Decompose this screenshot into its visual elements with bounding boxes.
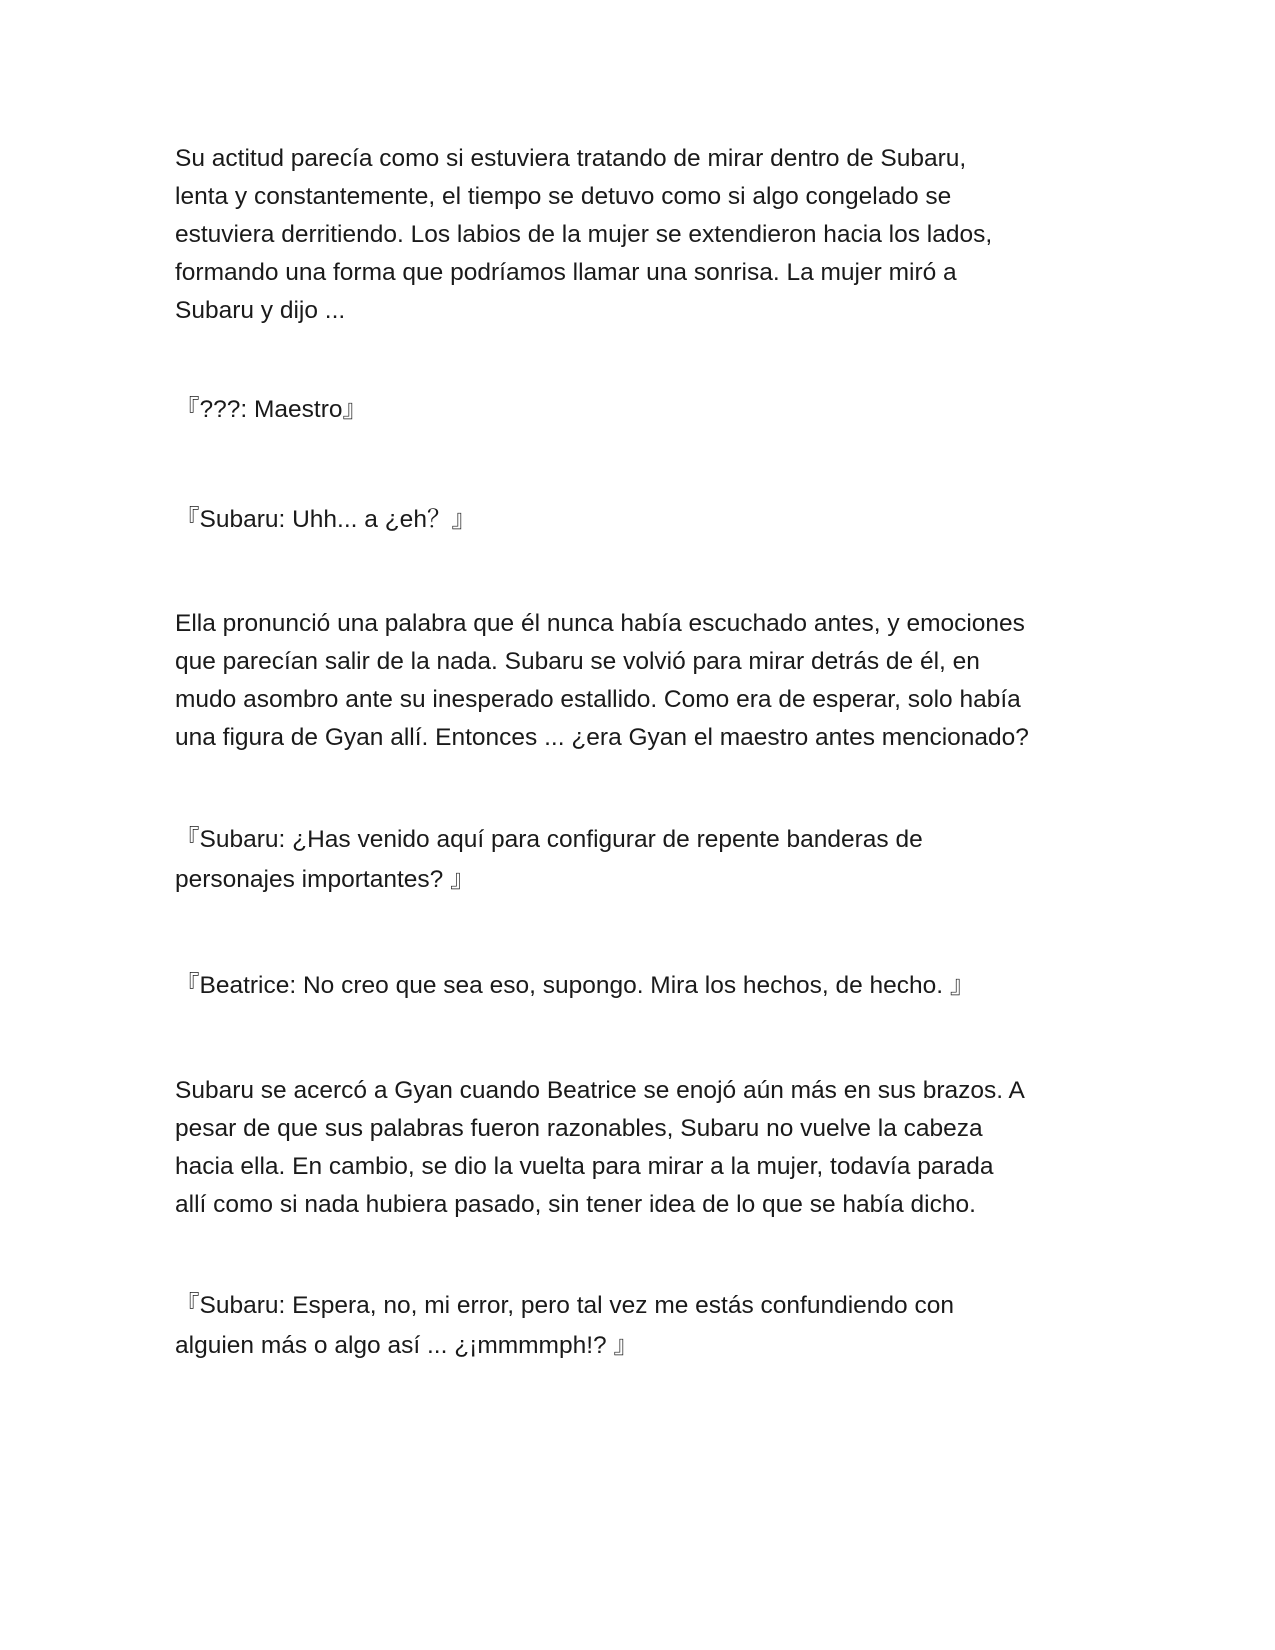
text-line: Subaru y dijo ... [175, 297, 346, 324]
dialogue-line: alguien más o algo así ... ¿¡mmmmph!? 』 [175, 1332, 638, 1359]
dialogue-line: 『Subaru: Uhh... a ¿eh？』 [175, 506, 476, 533]
dialogue-line: 『Subaru: Espera, no, mi error, pero tal vez me estás confundiendo con [175, 1292, 954, 1319]
dialogue-line: 『???: Maestro』 [175, 396, 367, 423]
text-line: Subaru se acercó a Gyan cuando Beatrice se enojó aún más en sus brazos. A [175, 1077, 1025, 1104]
text-line: estuviera derritiendo. Los labios de la mujer se extendieron hacia los lados, [175, 221, 993, 248]
dialogue-line: 『Beatrice: No creo que sea eso, supongo. Mira los hechos, de hecho. 』 [175, 972, 975, 999]
text-line: que parecían salir de la nada. Subaru se volvió para mirar detrás de él, en [175, 648, 980, 675]
dialogue-1 [175, 390, 1095, 430]
dialogue-line: 『Subaru: ¿Has venido aquí para configurar de repente banderas de [175, 826, 923, 853]
dialogue-5 [175, 1286, 1095, 1366]
text-line: mudo asombro ante su inesperado estallido. Como era de esperar, solo había [175, 686, 1021, 713]
text-line: una figura de Gyan allí. Entonces ... ¿era Gyan el maestro antes mencionado? [175, 724, 1029, 751]
paragraph-3 [175, 1072, 1095, 1224]
text-line: Su actitud parecía como si estuviera tratando de mirar dentro de Subaru, [175, 145, 967, 172]
dialogue-3 [175, 820, 1095, 900]
text-line: lenta y constantemente, el tiempo se detuvo como si algo congelado se [175, 183, 952, 210]
dialogue-4 [175, 966, 1095, 1006]
text-line: Ella pronunció una palabra que él nunca había escuchado antes, y emociones [175, 610, 1025, 637]
text-line: hacia ella. En cambio, se dio la vuelta para mirar a la mujer, todavía parada [175, 1153, 994, 1180]
dialogue-2 [175, 500, 1095, 540]
text-line: formando una forma que podríamos llamar una sonrisa. La mujer miró a [175, 259, 957, 286]
text-line: pesar de que sus palabras fueron razonables, Subaru no vuelve la cabeza [175, 1115, 983, 1142]
paragraph-2 [175, 605, 1095, 757]
dialogue-line: personajes importantes? 』 [175, 866, 475, 893]
paragraph-1 [175, 140, 1095, 330]
text-line: allí como si nada hubiera pasado, sin tener idea de lo que se había dicho. [175, 1191, 976, 1218]
